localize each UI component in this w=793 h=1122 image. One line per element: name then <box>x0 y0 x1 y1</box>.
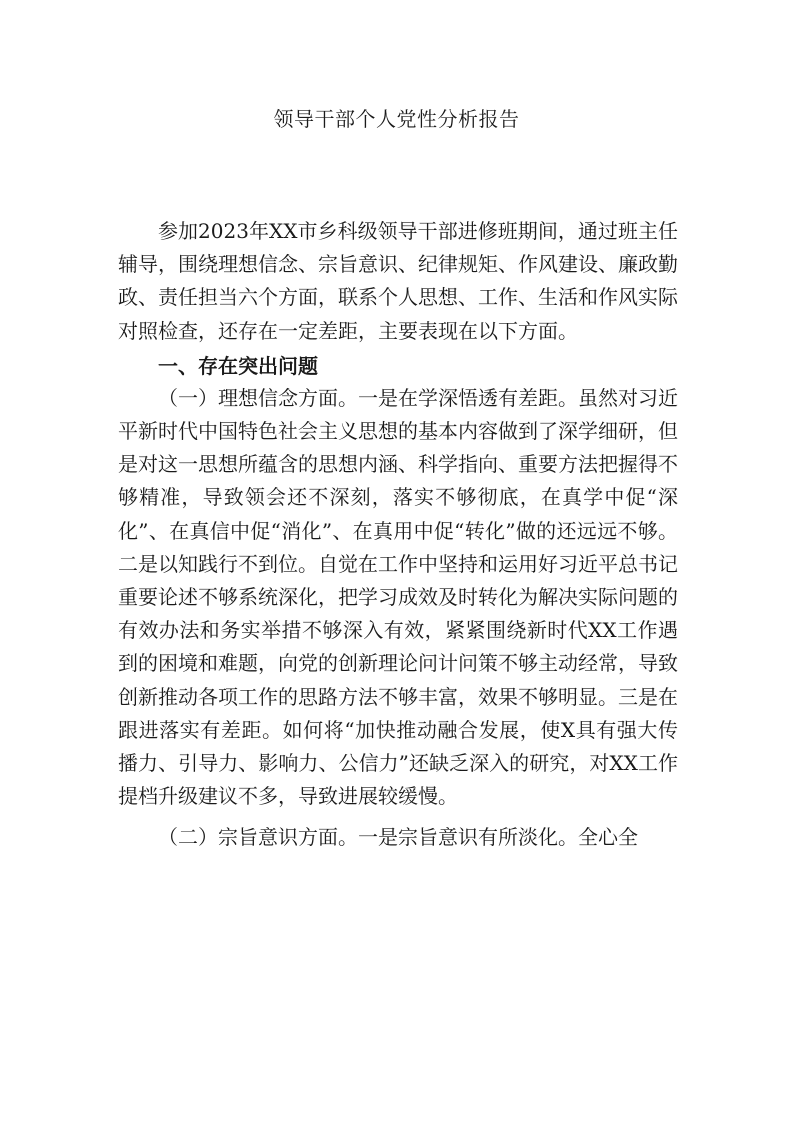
paragraph-purpose-awareness: （二）宗旨意识方面。一是宗旨意识有所淡化。全心全 <box>158 825 638 850</box>
spacer <box>118 813 678 821</box>
document-title: 领导干部个人党性分析报告 <box>273 107 520 131</box>
section-heading-1: 一、存在突出问题 <box>158 353 318 378</box>
document-body <box>118 215 678 855</box>
paragraph-ideals-beliefs: （一）理想信念方面。一是在学深悟透有差距。虽然对习近平新时代中国特色社会主义思想的基本内容做到了深学细研，但是对这一思想所蕴含的思想内涵、科学指向、重要方法把握得不够精准，导致领会还不深刻，落实不够彻底，在真学中促“深化”、在真信中促“消化”、在真用中促“转化”做的还远远不够。二是以知践行不到位。自觉在工作中坚持和运用好习近平总书记重要论述不够系统深化，把学习成效及时转化为解决实际问题的有效办法和务实举措不够深入有效，紧紧围绕新时代XX工作遇到的困境和难题，向党的创新理论问计问策不够主动经常，导致创新推动各项工作的思路方法不够丰富，效果不够明显。三是在跟进落实有差距。如何将“加快推动融合发展，使X具有强大传播力、引导力、影响力、公信力”还缺乏深入的研究，对XX工作提档升级建议不多，导致进展较缓慢。 <box>118 385 678 809</box>
intro-paragraph: 参加2023年XX市乡科级领导干部进修班期间，通过班主任辅导，围绕理想信念、宗旨意识、纪律规矩、作风建设、廉政勤政、责任担当六个方面，联系个人思想、工作、生活和作风实际对照检查，还存在一定差距，主要表现在以下方面。 <box>118 219 678 343</box>
